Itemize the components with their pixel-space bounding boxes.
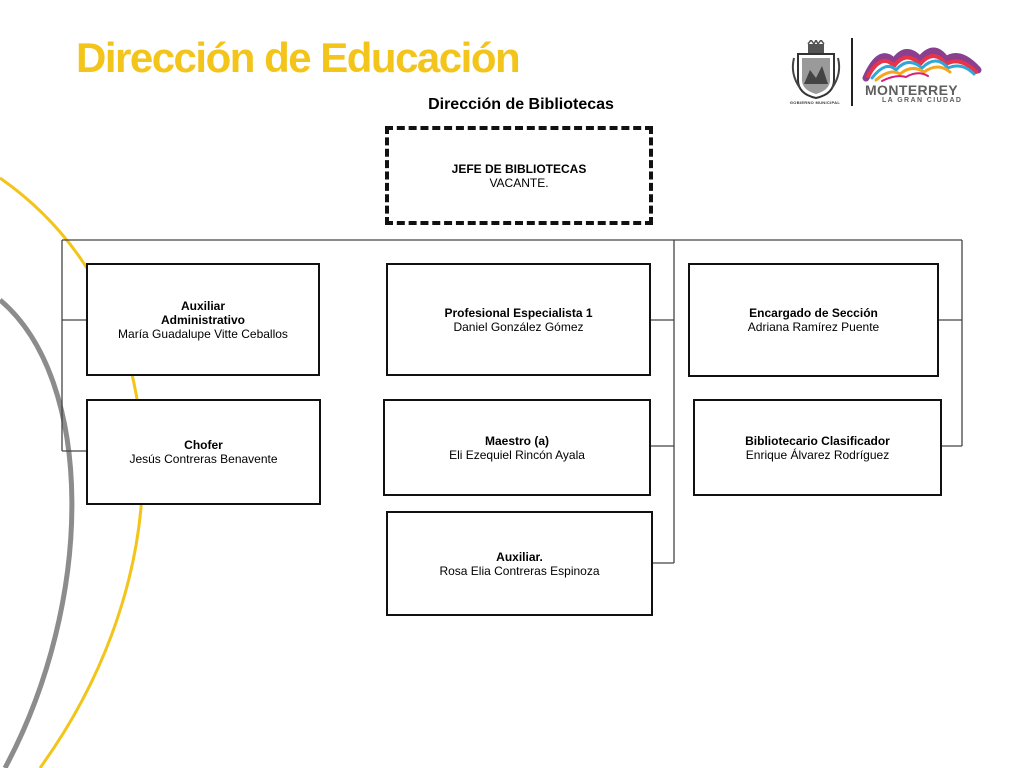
center-branch-line — [651, 240, 674, 563]
page-title: Dirección de Educación — [76, 34, 520, 81]
position-box-auxiliar — [386, 511, 653, 616]
position-holder: Daniel González Gómez — [453, 319, 584, 334]
org-chart-title: Dirección de Bibliotecas — [428, 96, 614, 113]
position-box-auxiliar-administrativo — [86, 263, 320, 376]
position-holder: Adriana Ramírez Puente — [747, 320, 880, 334]
position-title: Maestro (a) — [484, 433, 549, 448]
position-holder: Eli Ezequiel Rincón Ayala — [449, 447, 585, 462]
position-holder: Rosa Elia Contreras Espinoza — [439, 563, 600, 578]
position-box-chofer — [86, 399, 321, 505]
position-title: Encargado de Sección — [749, 306, 878, 320]
position-title: Profesional Especialista 1 — [444, 305, 593, 320]
position-holder: VACANTE. — [489, 175, 549, 190]
position-title: JEFE DE BIBLIOTECAS — [451, 161, 587, 176]
position-title: Chofer — [184, 438, 223, 452]
position-title: Bibliotecario Clasificador — [745, 433, 890, 448]
position-box-profesional-especialista — [386, 263, 651, 376]
position-holder: Jesús Contreras Benavente — [129, 452, 278, 466]
seal-caption: GOBIERNO MUNICIPAL — [789, 100, 841, 105]
head-position-box — [385, 126, 653, 225]
position-holder: Enrique Álvarez Rodríguez — [745, 447, 890, 462]
position-holder: María Guadalupe Vitte Ceballos — [118, 326, 288, 341]
position-box-maestro — [383, 399, 651, 496]
position-title: Auxiliar Administrativo — [160, 298, 245, 327]
position-box-encargado-seccion — [688, 263, 939, 377]
position-title: Auxiliar. — [496, 549, 543, 564]
logo-name: MONTERREY — [865, 82, 959, 98]
position-box-bibliotecario-clasificador — [693, 399, 942, 496]
logo-tagline: LA GRAN CIUDAD — [882, 97, 963, 104]
right-branch-line — [939, 240, 962, 446]
left-branch-line — [62, 240, 87, 451]
